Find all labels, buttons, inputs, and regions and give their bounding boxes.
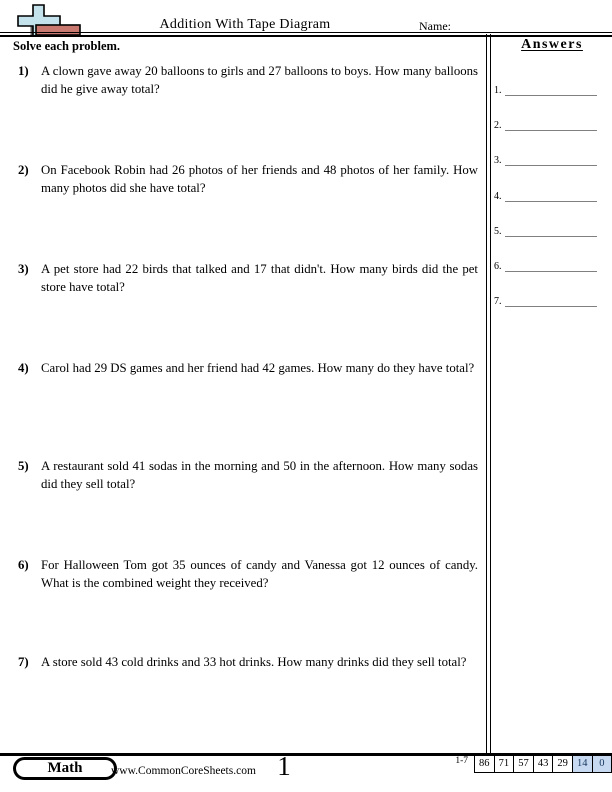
subject-badge-inner	[16, 760, 114, 777]
answer-number: 1.	[494, 85, 502, 96]
answer-row	[494, 152, 597, 167]
answer-number: 7.	[494, 296, 502, 307]
problem-number: 7)	[18, 655, 29, 669]
problem-item	[18, 360, 480, 378]
answer-number: 6.	[494, 261, 502, 272]
answer-number: 2.	[494, 120, 502, 131]
answer-blank[interactable]	[505, 306, 598, 307]
answer-row	[494, 188, 597, 203]
problem-item	[18, 63, 480, 98]
subject-label: Math	[47, 760, 83, 776]
score-cell: 86	[474, 755, 495, 773]
problem-text: A restaurant sold 41 sodas in the morning and 50 in the afternoon. How many sodas did they sell total?	[41, 459, 478, 491]
problem-item	[18, 654, 480, 672]
problem-item	[18, 162, 480, 197]
problem-number: 2)	[18, 163, 29, 177]
subject-badge	[13, 757, 117, 780]
answer-blank[interactable]	[505, 130, 598, 131]
score-cell: 57	[513, 755, 534, 773]
problem-text: For Halloween Tom got 35 ounces of candy and Vanessa got 12 ounces of candy. What is the combined weight they received?	[41, 558, 478, 590]
score-cell: 14	[572, 755, 593, 773]
problem-text: A pet store had 22 birds that talked and 17 that didn't. How many birds did the pet store have total?	[41, 262, 478, 294]
name-label: Name:	[419, 19, 451, 33]
answer-row	[494, 258, 597, 273]
score-grid	[474, 755, 612, 773]
column-divider	[486, 34, 491, 755]
problem-number: 5)	[18, 459, 29, 473]
answer-row	[494, 223, 597, 238]
problem-number: 4)	[18, 361, 29, 375]
answer-blank[interactable]	[505, 201, 598, 202]
score-cell: 0	[592, 755, 612, 773]
answer-blank[interactable]	[505, 236, 598, 237]
page-number: 1	[277, 751, 291, 781]
problem-number: 6)	[18, 558, 29, 572]
problem-text: Carol had 29 DS games and her friend had 42 games. How many do they have total?	[41, 361, 475, 375]
problem-text: A clown gave away 20 balloons to girls and 27 balloons to boys. How many balloons did he give away total?	[41, 64, 478, 96]
answer-row	[494, 293, 597, 308]
website-text: www.CommonCoreSheets.com	[111, 765, 256, 777]
answer-number: 4.	[494, 191, 502, 202]
instructions-text: Solve each problem.	[13, 39, 121, 53]
answer-blank[interactable]	[505, 271, 598, 272]
problem-item	[18, 557, 480, 592]
answer-row	[494, 117, 597, 132]
score-cell: 43	[533, 755, 554, 773]
answer-number: 3.	[494, 155, 502, 166]
answers-title: Answers	[521, 37, 583, 52]
score-cell: 71	[494, 755, 515, 773]
problem-text: A store sold 43 cold drinks and 33 hot drinks. How many drinks did they sell total?	[41, 655, 467, 669]
problem-number: 1)	[18, 64, 29, 78]
score-range-label: 1-7	[455, 756, 468, 766]
problem-item	[18, 458, 480, 493]
answer-number: 5.	[494, 226, 502, 237]
answer-blank[interactable]	[505, 165, 598, 166]
problem-item	[18, 261, 480, 296]
problem-text: On Facebook Robin had 26 photos of her friends and 48 photos of her family. How many photos did she have total?	[41, 163, 478, 195]
answer-row	[494, 82, 597, 97]
page-title: Addition With Tape Diagram	[159, 17, 331, 32]
score-cell: 29	[552, 755, 573, 773]
problem-number: 3)	[18, 262, 29, 276]
answer-blank[interactable]	[505, 95, 598, 96]
